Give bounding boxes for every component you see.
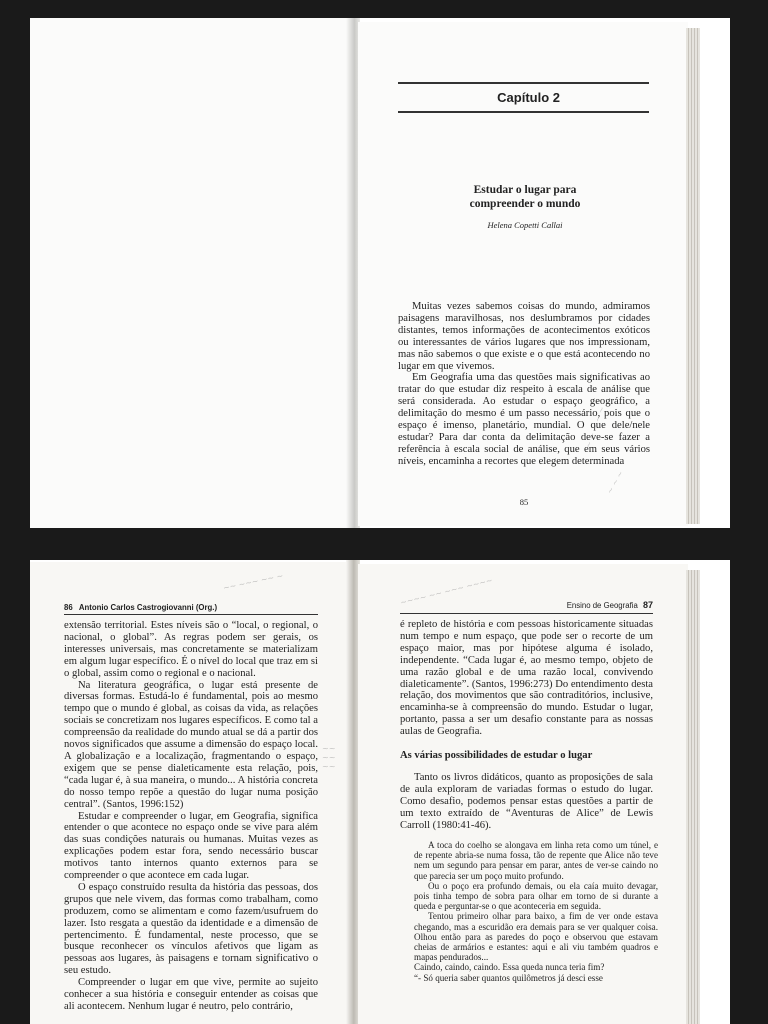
left-paragraph-5: Compreender o lugar em que vive, permite ao sujeito conhecer a sua história e conseguir entender as coisas que ali acontecem. Nenhum lugar é neutro, pelo contrário, [64,977,318,1012]
top-paragraph-2: Em Geografia uma das questões mais significativas ao tratar do que estudar diz respeito à escala de análise que será considerada. Ao estudar o espaço geográfico, a delimitação do mesmo é um passo necessário, pois que o espaço é imenso, planetário, mundial. O que dele/nele estudar? Para dar conta da delimitação deve-se fazer a referência à escala social de análise, que em seus vários níveis, encaminha a recortes que elegem determinada [398,372,650,467]
chapter-title: Capítulo 2 [497,90,560,105]
bottom-left-body-text [64,620,318,1013]
right-paragraph-1: é repleto de história e com pessoas historicamente situadas num tempo e num espaço, que pode ser o recorte de um espaço maior, mas por hipótese alguma é isolado, independente. “Cada lugar é, ao mesmo tempo, objeto de uma razão global e de uma razão local, convivendo dialeticamente”. (Santos, 1996:273) Do entendimento desta relação, dos movimentos que são contraditórios, inclusive, encaminha-se à compreensão do mundo. Estudar o lugar, portanto, passa a ser um desafio constante para as nossas aulas de Geografia. [400,619,653,738]
top-left-page [30,18,352,528]
header-rule-left [64,614,318,615]
quote-paragraph-4: Caindo, caindo, caindo. Essa queda nunca teria fim? [414,962,605,973]
left-paragraph-2: Na literatura geográfica, o lugar está presente de diversas formas. Estudá-lo é fundamental, pois ao mesmo tempo que o mundo é global, as coisas da vida, as relações sociais se concretizam nos lugares específicos. E como tal a compreensão da realidade do mundo atual se dá a partir dos novos significados que assume a dimensão do espaço local. A globalização e a localização, fragmentando o espaço, exigem que se pense dialeticamente esta relação, pois, “cada lugar é, à sua maneira, o mundo... A história concreta do nosso tempo repõe a questão do lugar numa posição central”. (Santos, 1996:152) [64,679,318,810]
page-header-left [64,603,244,612]
chapter-rule-top [398,82,649,84]
margin-handwriting: ~ ~ ~ [605,469,626,496]
left-paragraph-4: O espaço construído resulta da história das pessoas, dos grupos que nele vivem, das formas como trabalham, como produzem, como se alimentam e como fazem/usufruem do lazer. Isto resgata a questão da identidade e a dimensão de pertencimento. É fundamental, neste processo, que se busque reconhecer os vínculos afetivos que ligam as pessoas aos lugares, às paisagens e tornam significativo o seu estudo. [64,881,318,977]
author-name: Helena Copetti Callai [487,220,563,230]
header-author: Antonio Carlos Castrogiovanni (Org.) [78,603,218,612]
left-paragraph-1: extensão territorial. Estes níveis são o “local, o regional, o nacional, o global”. As regras podem ser gerais, os interesses universais, mas concretamente se materializam em algum lugar específico. É o nível do local que traz em si o global, assim como o regional e o nacional. [64,620,318,679]
header-page-number: 86 [64,603,73,612]
margin-handwriting: ~~ ~~ ~~ [322,744,336,771]
right-paragraph-2: Tanto os livros didáticos, quanto as proposições de sala de aula exploram de variadas formas o estudo do lugar. Como desafio, podemos pensar estas questões a partir de um texto extraído de “Aventuras de Alice” de Lewis Carroll (1980:41-46). [400,771,653,831]
top-page-number: 85 [519,497,529,507]
quote-paragraph-2: Ou o poço era profundo demais, ou ela caía muito devagar, pois tinha tempo de sobra para olhar em torno de si durante a queda e perguntar-se o que aconteceria em seguida. [414,880,658,912]
header-page-number: 87 [642,600,653,610]
bottom-page-edges [686,570,700,1024]
bottom-right-body-text [400,619,653,832]
margin-handwriting: ~ ~ ~ ~ ~ [583,405,607,450]
block-quote [414,840,658,983]
quote-paragraph-3: Tentou primeiro olhar para baixo, a fim de ver onde estava chegando, mas a escuridão era demais para se ver qualquer coisa. Olhou então para as paredes do poço e observou que estavam cheias de armários e estantes: aqui e ali viu também quadros e mapas pendurados... [414,911,658,963]
quote-paragraph-1: A toca do coelho se alongava em linha reta como um túnel, e de repente abria-se numa fossa, tão de repente que Alice não teve nem um segundo para pensar em parar, antes de ver-se caindo no que parecia ser um poço muito profundo. [414,840,658,881]
quote-paragraph-5: “- Só queria saber quantos quilômetros já desci esse [414,972,603,983]
left-paragraph-3: Estudar e compreender o lugar, em Geografia, significa entender o que acontece no espaço onde se vive para além das suas condições naturais ou humanas. Muitas vezes as explicações podem estar fora, sendo necessário buscar motivos tanto internos quanto externos para se compreender o que acontece em cada lugar. [64,810,318,882]
header-title: Ensino de Geografia [566,601,638,610]
chapter-rule-bottom [398,111,649,113]
section-heading: As várias possibilidades de estudar o lugar [400,750,593,762]
article-title-line1: Estudar o lugar para [473,184,577,196]
margin-handwriting: ~~~~ ~~ ~~~ ~~~~ [399,575,494,608]
margin-handwriting: ~~ ~~~ ~~ ~ [222,571,285,593]
top-paragraph-1: Muitas vezes sabemos coisas do mundo, admiramos paisagens maravilhosas, nos deslumbramos por cidades distantes, temos informações de acontecimentos exóticos ou interessantes de vários lugares que nos impressionam, mas não sabemos o que existe e o que está acontecendo no lugar em que vivemos. [398,301,650,372]
article-title [440,183,610,211]
article-title-line2: compreender o mundo [469,198,581,210]
